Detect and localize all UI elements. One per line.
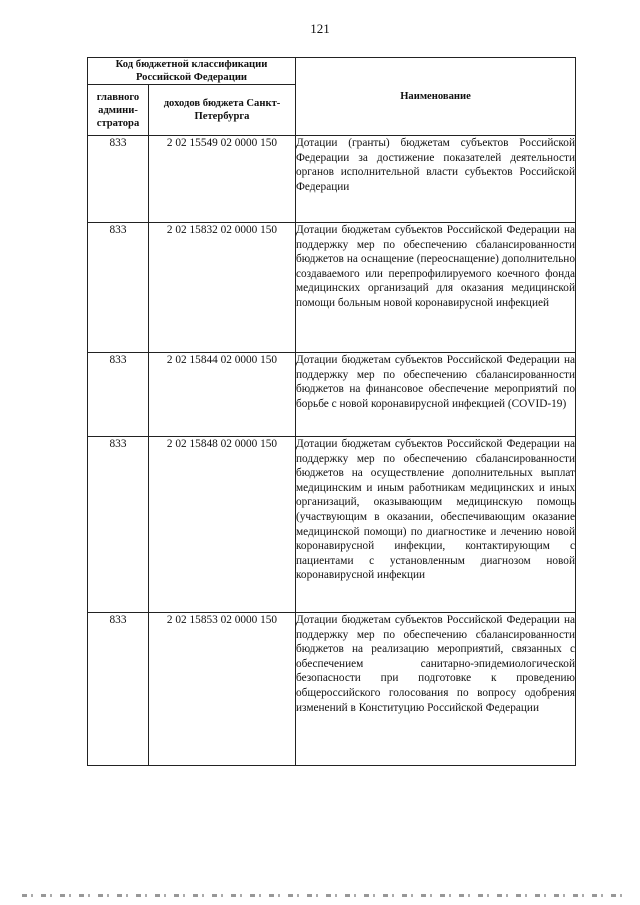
table-row [88,353,576,437]
table-row [88,223,576,353]
name-cell: Дотации бюджетам субъектов Российской Федерации на поддержку мер по обеспечению сбалансированности бюджетов на осуществление дополнительных выплат медицинским и иным работникам медицинских и иных организаций, оказывающим медицинскую помощь (участвующим в оказании, обеспечивающим оказание медицинской помощи) по диагностике и лечению новой коронавирусной инфекции, контактирующим с пациентами с установленным диагнозом новой коронавирусной инфекции [296,437,576,613]
table-row [88,136,576,223]
header-chief-administrator: главного админи-стратора [88,85,149,136]
admin-code-cell: 833 [88,136,149,223]
name-cell: Дотации бюджетам субъектов Российской Федерации на поддержку мер по обеспечению сбалансированности бюджетов на финансовое обеспечение мероприятий по борьбе с новой коронавирусной инфекцией (COVID-19) [296,353,576,437]
name-cell: Дотации бюджетам субъектов Российской Федерации на поддержку мер по обеспечению сбалансированности бюджетов на оснащение (переоснащение) дополнительно создаваемого или перепрофилируемого коечного фонда медицинских организаций для оказания медицинской помощи больным новой коронавирусной инфекцией [296,223,576,353]
income-code-cell: 2 02 15853 02 0000 150 [149,613,296,766]
header-income-code: доходов бюджета Санкт-Петербурга [149,85,296,136]
admin-code-cell: 833 [88,223,149,353]
page-number: 121 [310,21,330,36]
scan-edge-artifact [22,894,622,897]
name-cell: Дотации бюджетам субъектов Российской Федерации на поддержку мер по обеспечению сбалансированности бюджетов на реализацию мероприятий, связанных с обеспечением санитарно-эпидемиологической безопасности при подготовке к проведению общероссийского голосования по вопросу одобрения изменений в Конституцию Российской Федерации [296,613,576,766]
header-row-top [88,58,576,85]
admin-code-cell: 833 [88,437,149,613]
name-cell: Дотации (гранты) бюджетам субъектов Российской Федерации за достижение показателей деятельности органов исполнительной власти субъектов Российской Федерации [296,136,576,223]
income-code-cell: 2 02 15844 02 0000 150 [149,353,296,437]
table-row [88,437,576,613]
income-code-cell: 2 02 15549 02 0000 150 [149,136,296,223]
table-row [88,613,576,766]
budget-classification-table [87,57,576,766]
income-code-cell: 2 02 15848 02 0000 150 [149,437,296,613]
admin-code-cell: 833 [88,613,149,766]
income-code-cell: 2 02 15832 02 0000 150 [149,223,296,353]
header-name: Наименование [296,58,576,136]
admin-code-cell: 833 [88,353,149,437]
header-classification-code: Код бюджетной классификации Российской Федерации [88,58,296,85]
